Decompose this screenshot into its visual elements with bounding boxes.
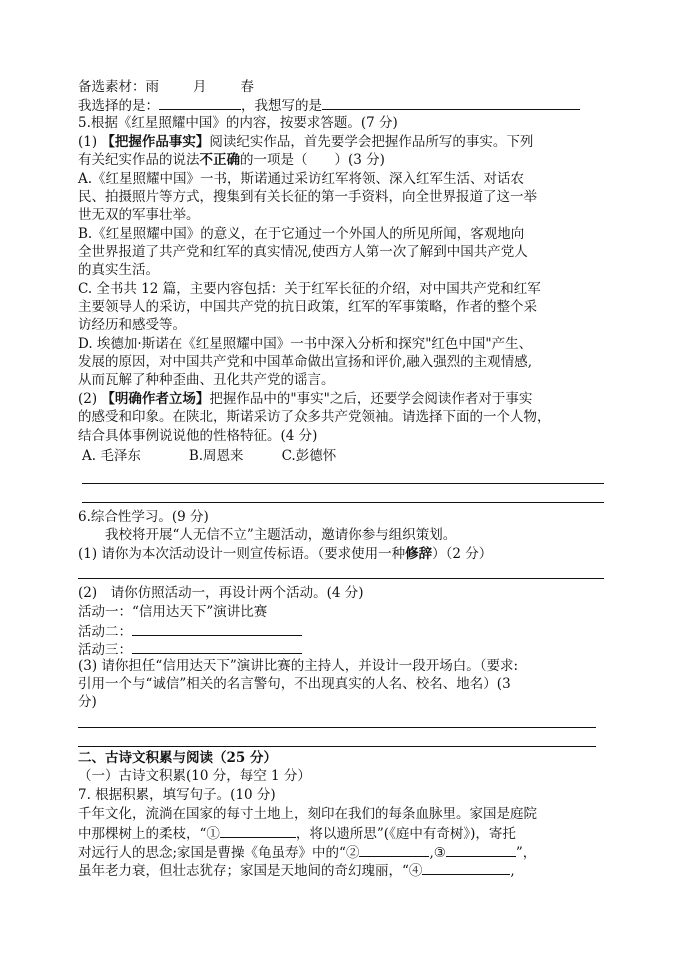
option-c-line3: 访经历和感受等。 [78,317,186,333]
material-2: 月 [193,79,207,95]
person-option-b[interactable]: B.周恩来 [188,448,244,464]
option-c-line2: 主要领导人的采访，中国共产党的抗日政策，红军的军事策略，作者的整个采 [78,299,537,315]
q5-part1-line1 [78,133,533,151]
materials-label: 备选素材： [78,79,146,95]
q5-part1-line2 [78,151,385,169]
option-d-line1: D. 埃德加·斯诺在《红星照耀中国》一书中深入分析和探究"红色中国"产生、 [78,336,533,352]
activity-2-blank[interactable] [132,621,302,636]
write-blank[interactable] [322,95,580,110]
q7-line4-a: 虽年老力衰，但壮志犹存；家国是天地间的奇幻瑰丽，“④ [78,863,423,879]
person-option-c[interactable]: C.彭德怀 [281,448,337,464]
q7-line2-b: ，将以遗所思”(《庭中有奇树》)，寄托 [295,826,516,842]
q7-line3-b: ,③ [429,845,446,861]
option-c-line1: C. 全书共 12 篇，主要内容包括：关于红军长征的介绍，对中国共产党和红军 [78,281,541,297]
q5-part1-text2a: 有关纪实作品的说法 [78,152,200,168]
q7-line3 [78,842,536,862]
blank-1[interactable] [220,823,296,838]
opening-answer-line-2[interactable] [78,746,596,747]
subsection-title: （一）古诗文积累(10 分，每空 1 分） [78,768,311,784]
blank-4[interactable] [422,860,510,875]
q6-part1-score: ）（2 分） [432,546,493,562]
q5-part1-heading: 【把握作品事实】 [101,134,210,150]
q5-part2-text: 把握作品中的"事实"之后，还要学会阅读作者对于事实 [209,391,533,407]
option-a-line3: 世无双的军事壮举。 [78,207,200,223]
q7-line1: 千年文化，流淌在国家的每寸土地上，刻印在我们的每条血脉里。家国是庭院 [78,806,537,822]
q5-part2-number: (2) [78,391,102,407]
q5-part2-line1 [78,390,532,408]
option-b-line2: 全世界报道了共产党和红军的真实情况,使西方人第一次了解到中国共产党人 [78,244,528,260]
option-b-line3: 的真实生活。 [78,262,159,278]
slogan-answer-line[interactable] [78,578,604,579]
option-a-line1: A.《红星照耀中国》一书，斯诺通过采访红军将领、深入红军生活、对话农 [78,171,525,187]
q7-line3-c: ”， [515,845,537,861]
answer-line-2[interactable] [82,502,604,503]
opening-answer-line-1[interactable] [78,727,596,728]
q6-part3-line2: 引用一个与“诚信”相关的名言警句，不出现真实的人名、校名、地名）(3 [78,676,511,692]
material-1: 雨 [145,79,159,95]
q6-part1-text: (1) 请你为本次活动设计一则宣传标语。（要求使用一种 [78,546,406,562]
q7-line2 [78,823,516,843]
q6-intro: 我校将开展“人无信不立”主题活动，邀请你参与组织策划。 [105,527,457,543]
write-label: ，我想写的是 [241,98,322,114]
blank-3[interactable] [446,842,516,857]
activity-3-line [78,639,302,659]
materials-line [78,78,254,96]
q6-part3-line1: (3) 请你担任“信用达天下”演讲比赛的主持人，并设计一段开场白。（要求: [78,658,519,674]
q7-line2-a: 中那棵树上的柔枝，“① [78,826,220,842]
activity-2-line [78,621,302,641]
option-d-line3: 从而瓦解了种种歪曲、丑化共产党的谣言。 [78,372,335,388]
activity-2-label: 活动二： [78,624,132,640]
q5-part1-number: (1) [78,134,102,150]
q7-line3-a: 对远行人的思念;家国是曹操《龟虽寿》中的“② [78,845,360,861]
q5-part2-heading: 【明确作者立场】 [101,391,210,407]
q6-part3-line3: 分) [78,694,97,710]
option-d-line2: 发展的原因，对中国共产党和中国革命做出宣扬和评价,融入强烈的主观情感, [78,354,533,370]
q6-part1-emphasis: 修辞 [405,546,433,562]
q7-line4 [78,860,515,880]
activity-1: 活动一：“信用达天下”演讲比赛 [78,604,268,620]
answer-line-1[interactable] [82,483,604,484]
section-title: 二、古诗文积累与阅读（25 分） [78,750,277,766]
q5-part2-line3: 结合具体事例说说他的性格特征。(4 分) [78,428,318,444]
choose-line [78,95,580,115]
q6-part2: (2) 请你仿照活动一，再设计两个活动。(4 分) [78,585,364,601]
person-options [82,447,336,465]
q5-part1-text: 阅读纪实作品，首先要学会把握作品所写的事实。下列 [209,134,534,150]
q7-stem: 7. 根据积累，填写句子。(10 分) [78,787,276,803]
q5-part1-text2c: 的一项是（ ）(3 分) [240,152,385,168]
blank-2[interactable] [359,842,429,857]
person-option-a[interactable]: A. 毛泽东 [82,448,141,464]
choice-blank[interactable] [159,95,241,110]
material-3: 春 [240,79,254,95]
option-a-line2: 民、拍摄照片等方式，搜集到有关长征的第一手资料，向全世界报道了这一举 [78,189,537,205]
option-b-line1: B.《红星照耀中国》的意义，在于它通过一个外国人的所见所闻，客观地向 [78,226,525,242]
activity-3-label: 活动三： [78,642,132,658]
q5-stem: 5.根据《红星照耀中国》的内容，按要求答题。(7 分) [78,115,398,131]
activity-3-blank[interactable] [132,639,302,654]
q6-part1 [78,545,492,563]
q5-part2-line2: 的感受和印象。在陕北，斯诺采访了众多共产党领袖。请选择下面的一个人物， [78,409,551,425]
q5-part1-emphasis: 不正确 [199,152,240,168]
q7-line4-b: , [510,863,515,879]
q6-stem: 6.综合性学习。(9 分) [78,509,209,525]
choose-label: 我选择的是： [78,98,159,114]
